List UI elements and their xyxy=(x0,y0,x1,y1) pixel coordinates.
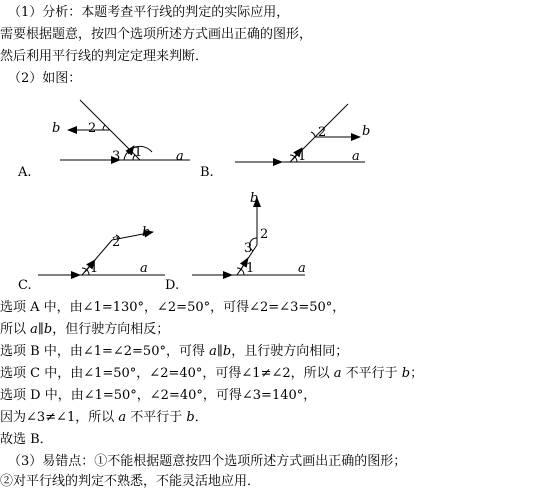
solution-a-parallel: ∥ xyxy=(37,322,44,337)
figure-b-angle-2-arc xyxy=(311,132,315,137)
figure-d-label-b: b xyxy=(250,191,259,206)
solution-e-prefix: 因为∠3≠∠1，所以 xyxy=(0,410,119,425)
solution-b-parallel: ∥ xyxy=(216,344,223,359)
figure-c-label-a: a xyxy=(140,261,148,276)
figure-c xyxy=(38,225,165,276)
answer: 故选 B． xyxy=(0,432,53,447)
solution-a-var-b: b xyxy=(43,322,53,337)
solution-b-var-b: b xyxy=(222,344,232,359)
figure-c-label-b: b xyxy=(142,225,151,240)
solution-c-middle: 不平行于 xyxy=(341,366,402,381)
solution-a-var-a: a xyxy=(30,322,38,337)
solution-e-var-a: a xyxy=(118,410,127,425)
figure-d-angle-1: 1 xyxy=(246,261,255,276)
option-d-label: D. xyxy=(165,278,180,293)
solution-option-a-conclusion xyxy=(0,321,169,339)
solution-option-b xyxy=(0,343,348,361)
figure-c-angle-1: 1 xyxy=(90,261,99,276)
option-c-label: C. xyxy=(18,278,32,293)
figure-d-angle-2: 2 xyxy=(260,227,269,242)
pitfalls-line-2: ②对平行线的判定不熟悉，不能灵活地应用． xyxy=(0,474,261,489)
figure-a-angle-1: 1 xyxy=(134,145,143,160)
solution-c-var-b: b xyxy=(401,366,411,381)
solution-c-suffix: ； xyxy=(410,366,424,381)
figure-a-label-a: a xyxy=(176,149,184,164)
solution-c-prefix: 选项 C 中，由∠1=50°，∠2=40°，可得∠1≠∠2，所以 xyxy=(0,366,334,381)
option-a-label: A. xyxy=(18,165,32,180)
figure-a-label-b: b xyxy=(52,121,61,136)
analysis-line-2: 需要根据题意，按四个选项所述方式画出正确的图形， xyxy=(0,27,313,42)
option-b-label: B. xyxy=(200,165,214,180)
solution-option-a: 选项 A 中，由∠1=130°，∠2=50°，可得∠2=∠3=50°， xyxy=(0,300,346,315)
solution-e-suffix: ． xyxy=(194,410,208,425)
figure-heading: （2）如图： xyxy=(8,71,82,86)
solution-c-var-a: a xyxy=(333,366,342,381)
figure-b-angle-2: 2 xyxy=(318,125,327,140)
solution-option-c xyxy=(0,365,423,383)
solution-b-var-a: a xyxy=(209,344,217,359)
solution-option-d-conclusion xyxy=(0,409,208,427)
figure-a xyxy=(52,100,190,164)
figure-d xyxy=(192,191,306,276)
analysis-heading: （1）分析：本题考查平行线的判定的实际应用， xyxy=(8,5,290,20)
figure-b xyxy=(235,104,370,164)
solution-b-suffix: ，且行驶方向相同； xyxy=(231,344,349,359)
solution-b-prefix: 选项 B 中，由∠1=∠2=50°，可得 xyxy=(0,344,210,359)
figure-a-angle-2: 2 xyxy=(88,121,97,136)
figure-b-label-b: b xyxy=(362,124,371,139)
figure-a-angle-2-arc xyxy=(103,125,105,130)
figure-b-label-a: a xyxy=(352,149,360,164)
figure-a-angle-3: 3 xyxy=(112,149,121,164)
solution-e-middle: 不平行于 xyxy=(126,410,187,425)
analysis-line-3: 然后利用平行线的判定定理来判断． xyxy=(0,49,209,64)
pitfalls-line-1: （3）易错点：①不能根据题意按四个选项所述方式画出正确的图形； xyxy=(8,454,407,469)
figure-d-angle-3: 3 xyxy=(244,241,253,256)
figure-b-angle-1: 1 xyxy=(298,149,307,164)
solution-e-var-b: b xyxy=(186,410,195,425)
solution-option-d: 选项 D 中，由∠1=50°，∠2=40°，可得∠3=140°， xyxy=(0,388,317,403)
figure-c-angle-2: 2 xyxy=(112,235,121,250)
figure-d-label-a: a xyxy=(298,261,306,276)
solution-a-suffix: ，但行驶方向相反； xyxy=(52,322,170,337)
solution-a-prefix: 所以 xyxy=(0,322,31,337)
